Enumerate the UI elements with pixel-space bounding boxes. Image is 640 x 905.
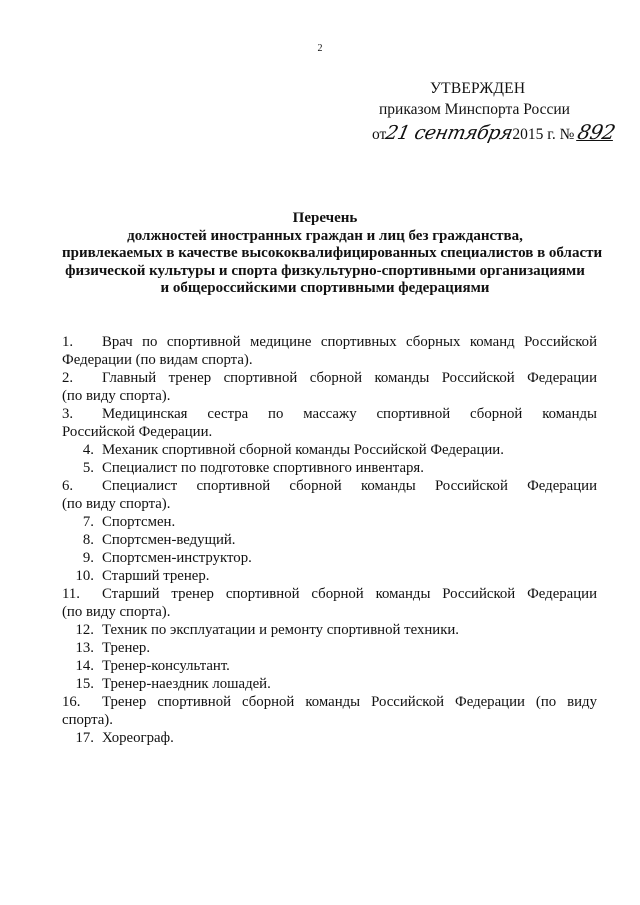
date-prefix: от — [372, 126, 387, 143]
handwritten-date: 21 сентября — [383, 122, 515, 144]
list-item-first-line — [62, 693, 597, 711]
list-item-text: Спортсмен-инструктор. — [102, 550, 252, 566]
list-item-first-line — [62, 549, 597, 567]
list-item-number: 10. — [75, 568, 94, 584]
list-item-first-line — [62, 333, 597, 351]
list-item-number: 12. — [75, 622, 94, 638]
list-item-text: Техник по эксплуатации и ремонту спортивной техники. — [102, 622, 459, 638]
list-item-number: 16. — [62, 694, 81, 710]
approved-by: приказом Минспорта России — [379, 101, 570, 118]
list-item — [82, 531, 597, 549]
list-item-first-line — [62, 477, 597, 495]
list-item — [62, 477, 597, 513]
list-item-text: Старший тренер. — [102, 568, 210, 584]
list-item-text: Тренер-наездник лошадей. — [102, 676, 271, 692]
approved-title: УТВЕРЖДЕН — [430, 80, 526, 97]
list-item-number: 2. — [62, 370, 74, 386]
list-item-continuation: (по виду спорта). — [62, 496, 171, 512]
list-item — [82, 513, 597, 531]
list-item-text: Главный тренер спортивной сборной команды Российской Федерации — [102, 370, 597, 386]
list-item — [62, 693, 597, 729]
positions-list — [62, 333, 597, 747]
list-item-text: Тренер. — [102, 640, 151, 656]
list-item-text: Специалист спортивной сборной команды Российской Федерации — [102, 478, 597, 494]
heading-line: физической культуры и спорта физкультурно-спортивными организациями — [65, 262, 585, 279]
list-item-number: 6. — [62, 478, 74, 494]
list-item — [82, 549, 597, 567]
list-item-text: Старший тренер спортивной сборной команды Российской Федерации — [102, 586, 597, 602]
list-item-number: 17. — [75, 730, 94, 746]
handwritten-order-number: 892 — [575, 120, 618, 144]
list-item — [75, 639, 597, 657]
date-year: 2015 г. № — [512, 126, 575, 143]
list-item-text: Специалист по подготовке спортивного инвентаря. — [102, 460, 424, 476]
list-item-first-line — [62, 729, 597, 747]
list-item-number: 5. — [82, 460, 94, 476]
list-item-number: 13. — [75, 640, 94, 656]
list-item — [82, 459, 597, 477]
list-item-number: 3. — [62, 406, 74, 422]
list-item-continuation: Федерации (по видам спорта). — [62, 352, 253, 368]
list-item-text: Спортсмен. — [102, 514, 176, 530]
list-item-first-line — [62, 639, 597, 657]
list-item-first-line — [62, 405, 597, 423]
list-item-number: 4. — [82, 442, 94, 458]
list-item-first-line — [62, 621, 597, 639]
list-item — [75, 567, 597, 585]
list-item — [75, 621, 597, 639]
list-item-text: Хореограф. — [102, 730, 174, 746]
list-item-number: 14. — [75, 658, 94, 674]
list-item-text: Врач по спортивной медицине спортивных сборных команд Российской — [102, 334, 597, 350]
list-item-first-line — [62, 567, 597, 585]
list-item-text: Тренер-консультант. — [102, 658, 230, 674]
list-item-first-line — [62, 513, 597, 531]
list-item-continuation: Российской Федерации. — [62, 424, 213, 440]
list-item-number: 9. — [82, 550, 94, 566]
heading-line: должностей иностранных граждан и лиц без гражданства, — [127, 227, 523, 244]
list-item-first-line — [62, 459, 597, 477]
list-item — [62, 369, 597, 405]
list-item-first-line — [62, 675, 597, 693]
list-item-first-line — [62, 657, 597, 675]
list-item-text: Тренер спортивной сборной команды Российской Федерации (по виду — [102, 694, 597, 710]
heading-line: привлекаемых в качестве высококвалифицированных специалистов в области — [62, 245, 603, 261]
list-item — [75, 729, 597, 747]
list-item-number: 15. — [75, 676, 94, 692]
approved-date — [372, 120, 618, 144]
list-item-number: 8. — [82, 532, 94, 548]
list-item-number: 11. — [62, 586, 80, 602]
list-item — [75, 657, 597, 675]
heading-line: и общероссийскими спортивными федерациями — [160, 280, 490, 296]
list-item-number: 1. — [62, 334, 74, 350]
list-item — [82, 441, 597, 459]
list-item-text: Механик спортивной сборной команды Российской Федерации. — [102, 442, 504, 458]
list-item-text: Медицинская сестра по массажу спортивной сборной команды — [102, 406, 597, 422]
list-item-continuation: (по виду спорта). — [62, 604, 171, 620]
page-number: 2 — [317, 43, 323, 54]
document-heading — [62, 210, 603, 298]
list-item-first-line — [62, 441, 597, 459]
list-item — [62, 585, 597, 621]
list-item — [75, 675, 597, 693]
list-item-first-line — [62, 369, 597, 387]
list-item-text: Спортсмен-ведущий. — [102, 532, 236, 548]
list-item-first-line — [62, 531, 597, 549]
heading-title: Перечень — [292, 210, 358, 226]
list-item-continuation: (по виду спорта). — [62, 388, 171, 404]
list-item-first-line — [62, 585, 597, 603]
list-item — [62, 405, 597, 441]
list-item-continuation: спорта). — [62, 712, 113, 728]
list-item — [62, 333, 597, 369]
list-item-number: 7. — [82, 514, 94, 530]
